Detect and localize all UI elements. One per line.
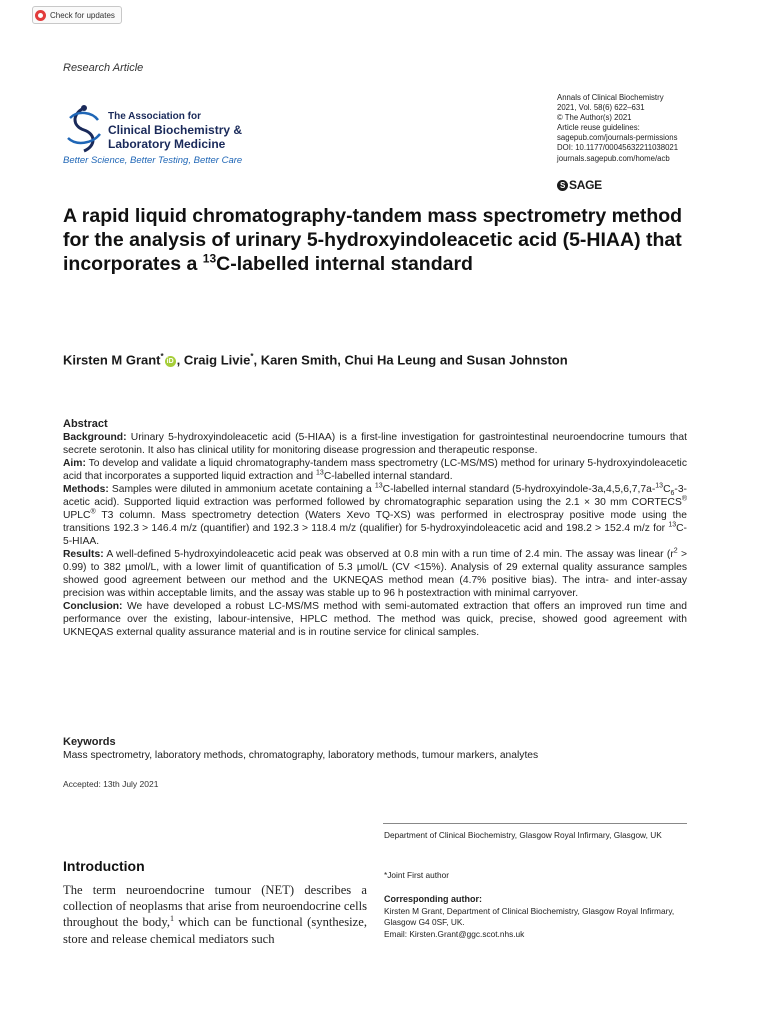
publisher-logo: [557, 178, 602, 192]
methods-reg-1: ®: [681, 495, 687, 503]
orcid-icon[interactable]: iD: [166, 358, 174, 366]
check-for-updates-button[interactable]: [32, 6, 122, 24]
journal-url[interactable]: journals.sagepub.com/home/acb: [557, 153, 670, 163]
title-text-1: A rapid liquid chromatography-tandem mass spectrometry method for the analysis of urinary 5-hydroxyindoleacetic acid (5-HIAA) that incorporates a: [63, 205, 683, 275]
title-superscript: 13: [202, 251, 217, 266]
society-tagline: Better Science, Better Testing, Better Care: [63, 155, 243, 166]
corresponding-address: Kirsten M Grant, Department of Clinical Biochemistry, Glasgow Royal Infirmary, Glasgow G4 0SF, UK.: [384, 905, 675, 927]
society-logo-icon: [62, 104, 106, 154]
methods-text-3: C: [663, 484, 671, 495]
abstract-methods: [63, 483, 687, 548]
methods-text-1: Samples were diluted in ammonium acetate containing a: [108, 484, 375, 495]
affiliation: Department of Clinical Biochemistry, Glasgow Royal Infirmary, Glasgow, UK: [384, 830, 662, 840]
methods-text-5: UPLC: [63, 510, 91, 521]
accepted-date: Accepted: 13th July 2021: [63, 779, 159, 789]
results-sup: 2: [673, 547, 678, 555]
methods-label: Methods:: [63, 484, 109, 495]
footnote-divider: [383, 823, 687, 824]
other-authors: , Karen Smith, Chui Ha Leung and Susan Johnston: [253, 352, 568, 368]
results-text-2: > 0.99) to 382 µmol/L, with a lower limit of quantification of 5.3 µmol/L (CV <15%). Analysis of 29 external quality assurance samples showed good agreement between our method and the UKNEQAS method mean (4.7% positive bias). The intra- and inter-assay precision was within acceptable limits, and the assay was stable up to 96 h postextraction with minimal carryover.: [63, 549, 688, 599]
aim-label: Aim:: [63, 458, 86, 469]
conclusion-text: We have developed a robust LC-MS/MS method with semi-automated extraction that offers an improved run time and performance over the existing, labour-intensive, HPLC method. The method was quick, precise, showed good agreement with UKNEQAS external quality assurance material and is in routine service for clinical samples.: [63, 601, 687, 638]
abstract-conclusion: [63, 600, 687, 639]
abstract-background: [63, 431, 687, 457]
abstract-results: [63, 548, 687, 600]
article-title: [63, 204, 683, 276]
society-line-2: Clinical Biochemistry &: [108, 123, 243, 137]
check-for-updates-label: Check for updates: [50, 10, 115, 20]
conclusion-label: Conclusion:: [63, 601, 123, 612]
introduction-heading: Introduction: [63, 858, 145, 874]
journal-name: Annals of Clinical Biochemistry: [557, 93, 664, 102]
corresponding-author: [384, 894, 689, 940]
background-text: Urinary 5-hydroxyindoleacetic acid (5-HIAA) is a first-line investigation for gastrointestinal neuroendocrine tumours that secrete serotonin. It also has clinical utility for monitoring disease progression and therapeutic response.: [63, 432, 687, 456]
keywords: [63, 735, 687, 763]
methods-text-2: C-labelled internal standard (5-hydroxyindole-3a,4,5,6,7,7a-: [382, 484, 656, 495]
author-1[interactable]: Kirsten M Grant: [63, 352, 161, 368]
society-line-3: Laboratory Medicine: [108, 137, 226, 151]
journal-info: [557, 93, 678, 164]
journal-volume: 2021, Vol. 58(6) 622–631: [557, 103, 645, 113]
article-type: Research Article: [63, 62, 144, 74]
abstract: [63, 418, 687, 639]
joint-first-note: *Joint First author: [384, 870, 450, 880]
methods-sup-2: 13: [655, 482, 664, 490]
intro-text-1: The term neuroendocrine tumour (NET) describes a collection of neoplasms that arise from neuroendocrine cells throughout the body,: [63, 883, 367, 930]
society-line-1: The Association for: [108, 111, 201, 122]
methods-reg-2: ®: [90, 508, 96, 516]
publisher-name: SAGE: [569, 178, 602, 192]
abstract-aim: [63, 457, 687, 483]
intro-text-2: which can be functional (synthesize, store and release chemical mediators such: [63, 915, 367, 946]
methods-text-7: C-5-HIAA.: [63, 523, 687, 547]
title-text-2: C-labelled internal standard: [216, 253, 473, 275]
corresponding-email[interactable]: Email: Kirsten.Grant@ggc.scot.nhs.uk: [384, 928, 525, 939]
methods-sub: 6: [670, 490, 675, 498]
society-name: [108, 110, 242, 151]
methods-text-6: T3 column. Mass spectrometry detection (Waters Xevo TQ-XS) was performed in electrospray positive mode using the transitions 192.3 > 146.4 m/z (quantifier) and 192.3 > 118.4 m/z (qualifier) for 5-hydroxyindoleacetic acid and 198.2 > 152.4 m/z for: [63, 510, 687, 534]
author-2-mark: *: [250, 352, 254, 361]
introduction-body: [63, 882, 367, 947]
results-label: Results:: [63, 549, 104, 560]
aim-text-1: To develop and validate a liquid chromatography-tandem mass spectrometry (LC-MS/MS) method for urinary 5-hydroxyindoleacetic acid that incorporates a supported liquid extraction and: [63, 458, 687, 482]
sage-icon: S: [557, 180, 568, 191]
methods-text-4: -3-acetic acid). Supported liquid extraction was performed followed by chromatographic separation using the 2.1 × 30 mm CORTECS: [63, 484, 687, 508]
aim-text-2: C-labelled internal standard.: [323, 471, 453, 482]
author-1-mark: *: [160, 352, 164, 361]
journal-doi[interactable]: DOI: 10.1177/00045632211038021: [557, 143, 679, 153]
journal-copyright: © The Author(s) 2021: [557, 113, 632, 123]
background-label: Background:: [63, 432, 127, 443]
corresponding-heading: Corresponding author:: [384, 894, 482, 904]
author-list: [63, 352, 568, 367]
journal-reuse: Article reuse guidelines:: [557, 123, 640, 133]
methods-sup-1: 13: [374, 482, 383, 490]
update-icon: [35, 10, 46, 21]
results-text-1: A well-defined 5-hydroxyindoleacetic acid peak was observed at 0.8 min with a run time of 2.4 min. The assay was linear (r: [103, 549, 674, 560]
keywords-list: Mass spectrometry, laboratory methods, chromatography, laboratory methods, tumour markers, analytes: [63, 750, 539, 761]
methods-sup-3: 13: [668, 521, 677, 529]
intro-citation[interactable]: 1: [169, 914, 174, 924]
author-2[interactable]: , Craig Livie: [176, 352, 251, 368]
journal-permissions-link[interactable]: sagepub.com/journals-permissions: [557, 133, 678, 143]
keywords-heading: Keywords: [63, 736, 116, 748]
abstract-heading: Abstract: [63, 418, 108, 430]
aim-sup: 13: [316, 469, 324, 477]
